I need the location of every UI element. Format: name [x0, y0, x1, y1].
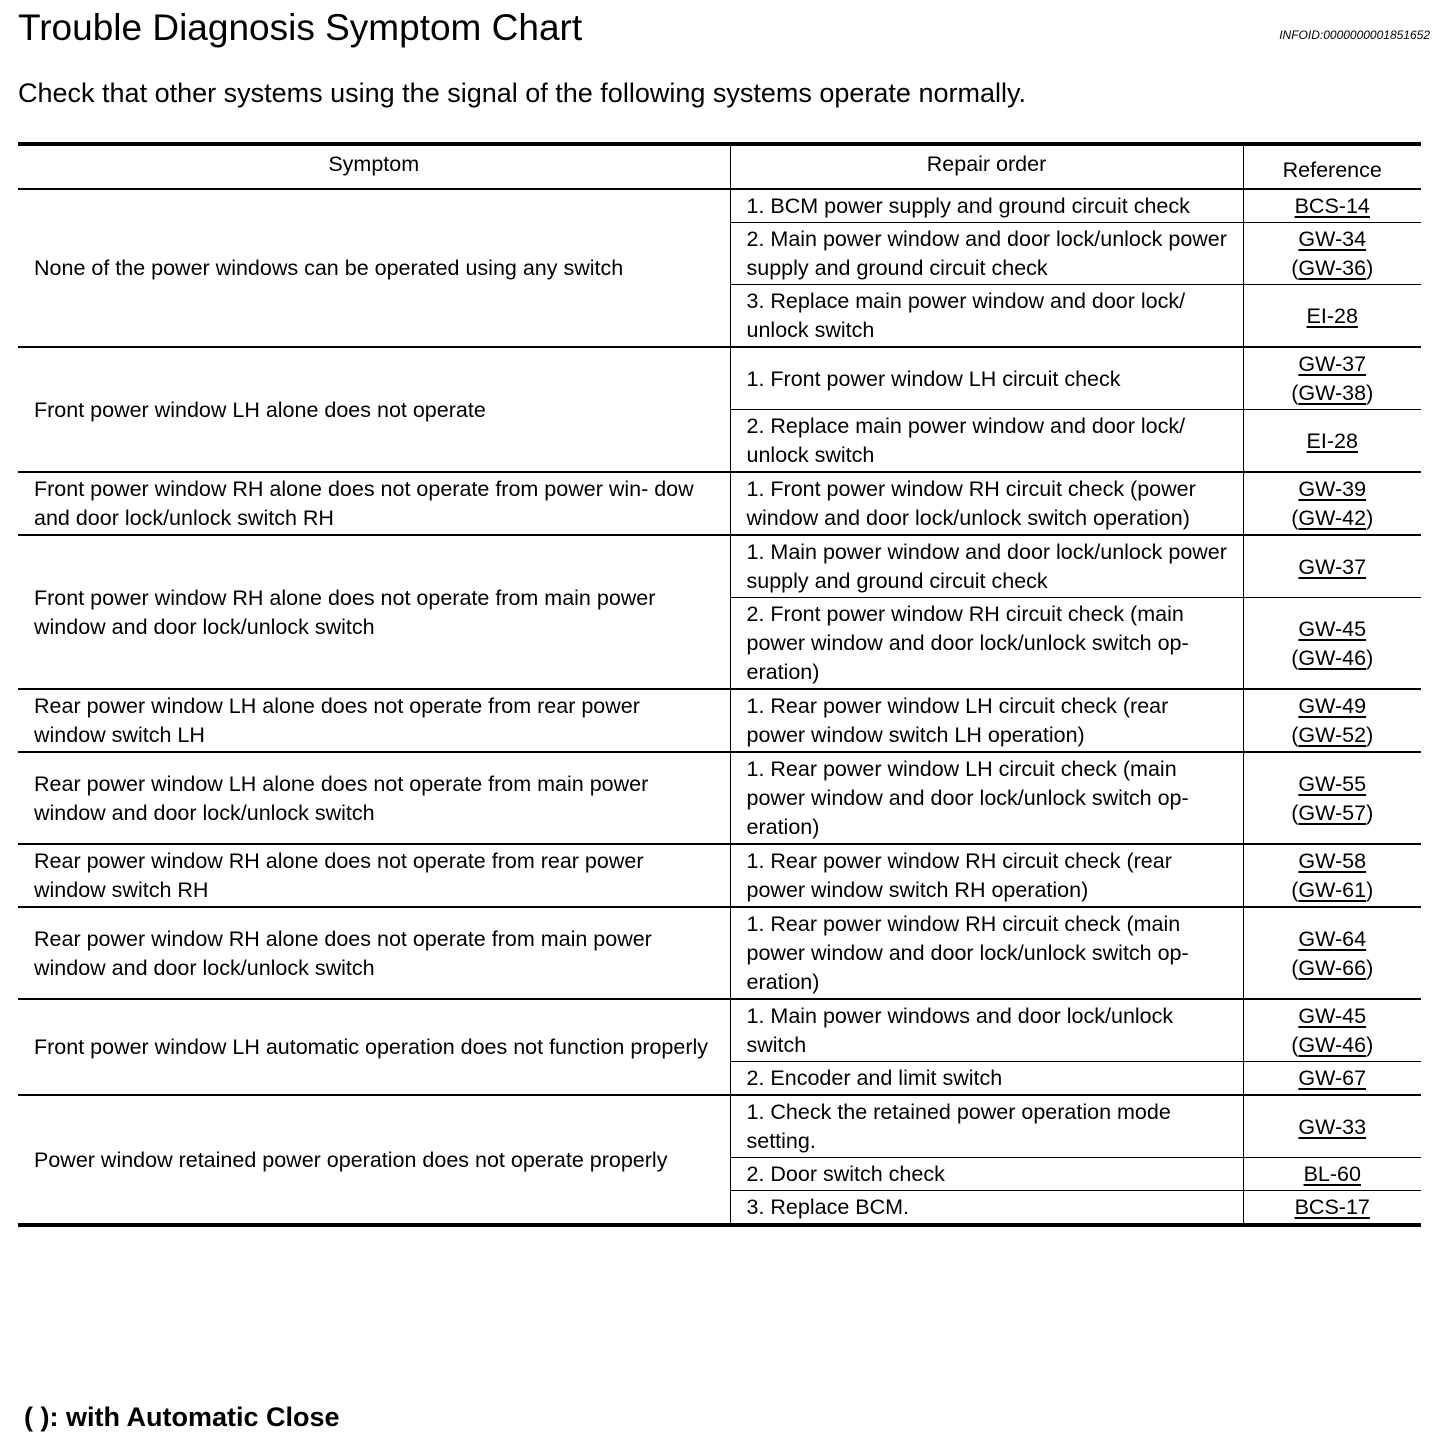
reference-cell — [1243, 752, 1421, 844]
reference-link[interactable]: GW-45 — [1298, 616, 1367, 641]
reference-cell — [1243, 1158, 1421, 1191]
reference-link[interactable]: GW-55 — [1298, 771, 1367, 796]
repair-step-cell: 1. Front power window RH circuit check (power window and door lock/unlock switch operation) — [730, 472, 1243, 535]
repair-step-cell: 1. Rear power window RH circuit check (rear power window switch RH operation) — [730, 844, 1243, 907]
reference-cell — [1243, 598, 1421, 690]
info-id: INFOID:0000000001851652 — [1279, 28, 1430, 42]
table-row — [18, 1095, 1421, 1158]
reference-link[interactable]: GW-37 — [1298, 554, 1367, 579]
table-row — [18, 189, 1421, 223]
repair-step-cell: 1. Main power window and door lock/unlock power supply and ground circuit check — [730, 535, 1243, 598]
auto-close-reference-link[interactable]: GW-66 — [1298, 955, 1367, 980]
auto-close-reference-link[interactable]: GW-46 — [1298, 1033, 1367, 1057]
reference-link[interactable]: GW-49 — [1298, 694, 1367, 718]
page-title: Trouble Diagnosis Symptom Chart — [18, 7, 583, 48]
auto-close-reference: (GW-42) — [1291, 506, 1374, 530]
header-row — [18, 144, 1421, 189]
repair-step-cell: 1. Rear power window LH circuit check (main power window and door lock/unlock switch op- eration) — [730, 752, 1243, 844]
repair-step-cell: 2. Door switch check — [730, 1158, 1243, 1191]
reference-link[interactable]: GW-37 — [1298, 352, 1367, 376]
header-repair-order: Repair order — [730, 144, 1243, 189]
symptom-cell: Rear power window RH alone does not operate from main power window and door lock/unlock switch — [18, 907, 730, 999]
reference-link[interactable]: GW-34 — [1298, 227, 1367, 251]
reference-link[interactable]: BCS-17 — [1294, 1195, 1370, 1219]
reference-cell — [1243, 1191, 1421, 1226]
repair-step-cell: 2. Front power window RH circuit check (main power window and door lock/unlock switch op- eration) — [730, 598, 1243, 690]
symptom-cell: Rear power window RH alone does not operate from rear power window switch RH — [18, 844, 730, 907]
symptom-cell: Front power window LH automatic operation does not function properly — [18, 999, 730, 1095]
table-row — [18, 752, 1421, 844]
repair-step-cell: 3. Replace BCM. — [730, 1191, 1243, 1226]
auto-close-reference: (GW-66) — [1291, 955, 1374, 980]
auto-close-reference: (GW-57) — [1291, 800, 1374, 825]
reference-cell — [1243, 999, 1421, 1062]
header-reference: Reference — [1243, 144, 1421, 189]
repair-step-cell: 3. Replace main power window and door lock/ unlock switch — [730, 285, 1243, 348]
intro-text: Check that other systems using the signal of the following systems operate normally. — [18, 78, 1026, 108]
reference-cell — [1243, 285, 1421, 348]
repair-step-cell: 2. Main power window and door lock/unlock power supply and ground circuit check — [730, 223, 1243, 285]
reference-link[interactable]: GW-45 — [1298, 1004, 1367, 1028]
reference-link[interactable]: EI-28 — [1306, 428, 1358, 453]
auto-close-reference: (GW-52) — [1291, 723, 1374, 747]
auto-close-reference-link[interactable]: GW-61 — [1298, 878, 1367, 902]
repair-step-cell: 1. Front power window LH circuit check — [730, 347, 1243, 410]
auto-close-reference: (GW-36) — [1291, 256, 1374, 280]
auto-close-reference-link[interactable]: GW-36 — [1298, 256, 1367, 280]
reference-cell — [1243, 1095, 1421, 1158]
reference-cell — [1243, 535, 1421, 598]
reference-cell — [1243, 189, 1421, 223]
repair-step-cell: 2. Replace main power window and door lock/ unlock switch — [730, 410, 1243, 473]
reference-link[interactable]: GW-39 — [1298, 477, 1367, 501]
reference-cell — [1243, 1062, 1421, 1096]
table-row — [18, 535, 1421, 598]
chart-body — [18, 189, 1421, 1225]
repair-step-cell: 1. BCM power supply and ground circuit check — [730, 189, 1243, 223]
reference-cell — [1243, 472, 1421, 535]
auto-close-reference-link[interactable]: GW-46 — [1298, 645, 1367, 670]
auto-close-reference-link[interactable]: GW-52 — [1298, 723, 1367, 747]
symptom-cell: Power window retained power operation does not operate properly — [18, 1095, 730, 1225]
repair-step-cell: 1. Main power windows and door lock/unlock switch — [730, 999, 1243, 1062]
auto-close-reference-link[interactable]: GW-38 — [1298, 381, 1367, 405]
repair-step-cell: 1. Rear power window LH circuit check (rear power window switch LH operation) — [730, 689, 1243, 752]
auto-close-reference-link[interactable]: GW-42 — [1298, 506, 1367, 530]
reference-cell — [1243, 347, 1421, 410]
auto-close-reference: (GW-46) — [1291, 1033, 1374, 1057]
symptom-cell: Front power window RH alone does not operate from power win- dow and door lock/unlock switch RH — [18, 472, 730, 535]
auto-close-reference: (GW-46) — [1291, 645, 1374, 670]
reference-link[interactable]: GW-67 — [1298, 1066, 1367, 1090]
reference-cell — [1243, 223, 1421, 285]
repair-step-cell: 1. Rear power window RH circuit check (main power window and door lock/unlock switch op- eration) — [730, 907, 1243, 999]
reference-cell — [1243, 907, 1421, 999]
symptom-chart-table — [18, 142, 1421, 1227]
header-symptom: Symptom — [18, 144, 730, 189]
symptom-cell: None of the power windows can be operated using any switch — [18, 189, 730, 347]
table-row — [18, 907, 1421, 999]
reference-link[interactable]: BCS-14 — [1294, 194, 1370, 218]
reference-link[interactable]: GW-33 — [1298, 1114, 1367, 1139]
symptom-cell: Rear power window LH alone does not operate from main power window and door lock/unlock switch — [18, 752, 730, 844]
table-row — [18, 689, 1421, 752]
auto-close-reference-link[interactable]: GW-57 — [1298, 800, 1367, 825]
table-row — [18, 472, 1421, 535]
symptom-cell: Front power window RH alone does not operate from main power window and door lock/unlock switch — [18, 535, 730, 689]
reference-cell — [1243, 689, 1421, 752]
repair-step-cell: 2. Encoder and limit switch — [730, 1062, 1243, 1096]
reference-link[interactable]: EI-28 — [1306, 303, 1358, 328]
reference-link[interactable]: GW-58 — [1298, 849, 1367, 873]
table-row — [18, 347, 1421, 410]
table-row — [18, 844, 1421, 907]
footnote: ( ): with Automatic Close — [24, 1402, 340, 1432]
table-row — [18, 999, 1421, 1062]
reference-cell — [1243, 410, 1421, 473]
reference-link[interactable]: GW-64 — [1298, 926, 1367, 951]
reference-link[interactable]: BL-60 — [1303, 1162, 1361, 1186]
symptom-cell: Rear power window LH alone does not operate from rear power window switch LH — [18, 689, 730, 752]
reference-cell — [1243, 844, 1421, 907]
auto-close-reference: (GW-61) — [1291, 878, 1374, 902]
auto-close-reference: (GW-38) — [1291, 381, 1374, 405]
repair-step-cell: 1. Check the retained power operation mode setting. — [730, 1095, 1243, 1158]
symptom-cell: Front power window LH alone does not operate — [18, 347, 730, 472]
